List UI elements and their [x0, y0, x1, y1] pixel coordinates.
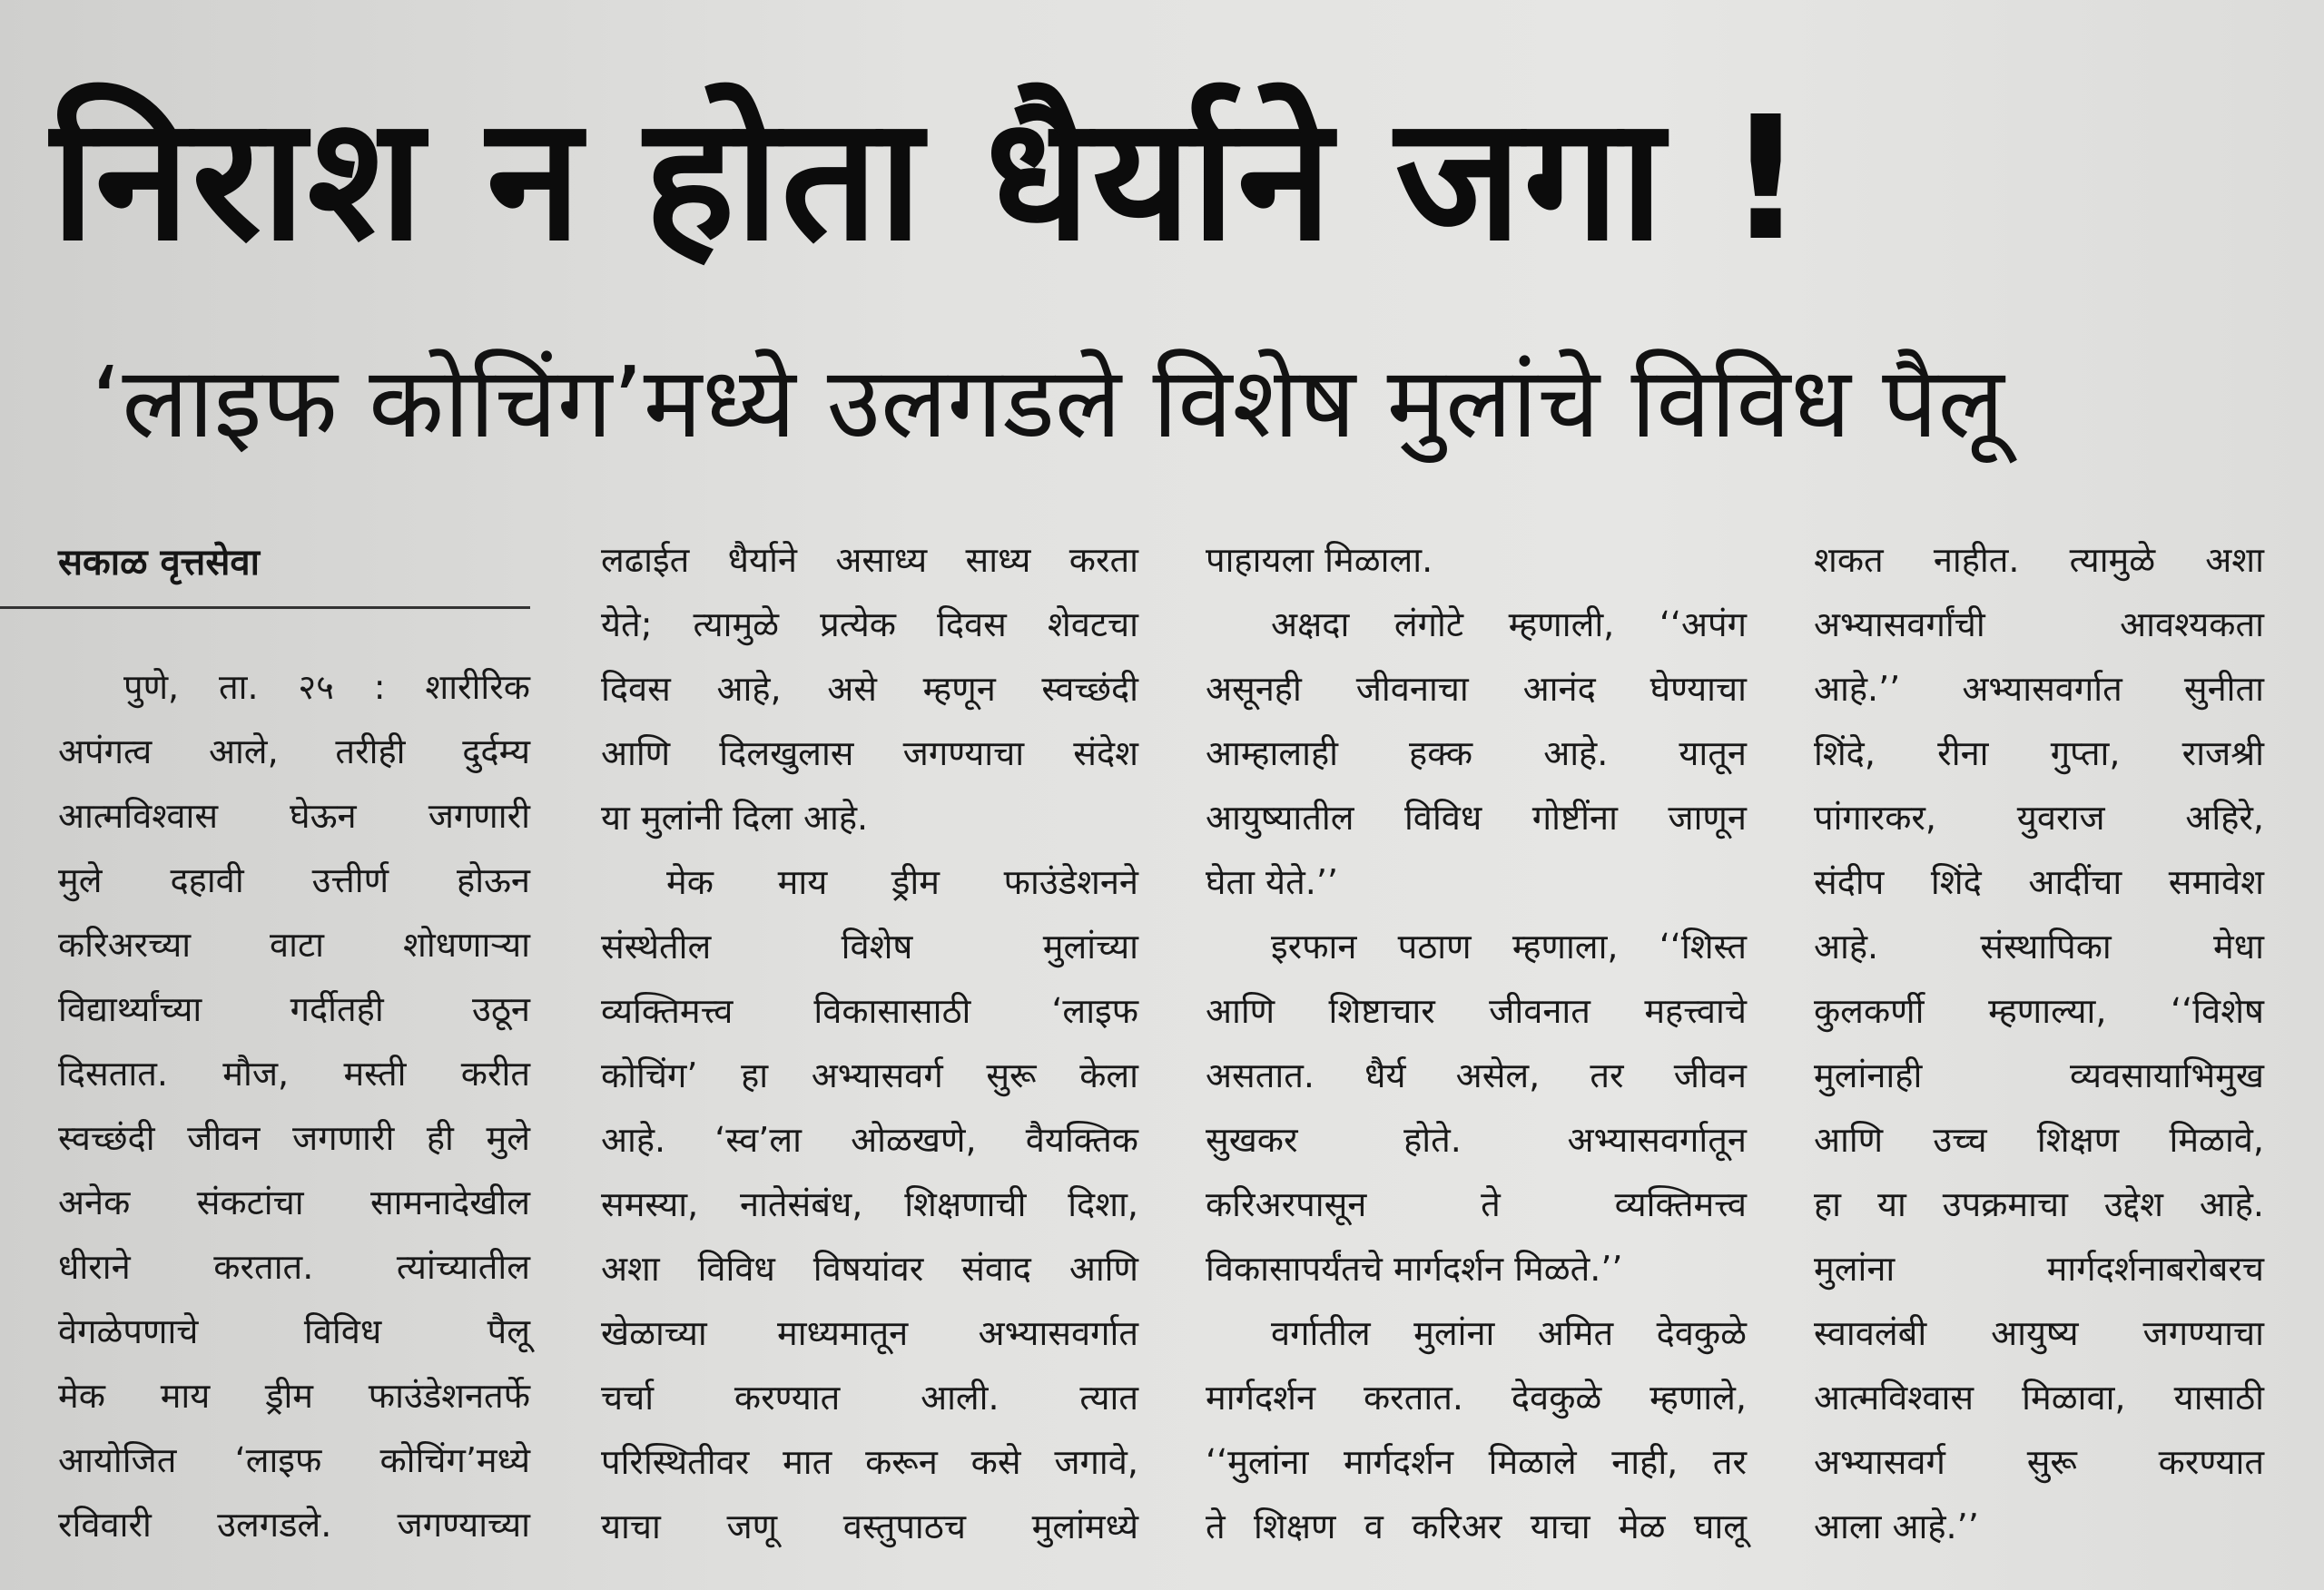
text-line: शकत नाहीत. त्यामुळे अशा [1814, 540, 2264, 580]
text-line: इरफान पठाण म्हणाला, ‘‘शिस्त [1271, 927, 1747, 967]
text-line: अपंगत्व आले, तरीही दुर्दम्य [58, 731, 530, 771]
text-line: संस्थेतील विशेष मुलांच्या [601, 927, 1138, 967]
article-column-4 [1814, 528, 2264, 1559]
text-line: याचा जणू वस्तुपाठच मुलांमध्ये [601, 1507, 1138, 1546]
article-column-3 [1206, 528, 1747, 1559]
text-line: परिस्थितीवर मात करून कसे जगावे, [601, 1442, 1138, 1482]
text-line: आयोजित ‘लाइफ कोचिंग’मध्ये [58, 1440, 530, 1480]
text-line: मुलांना मार्गदर्शनाबरोबरच [1814, 1249, 2264, 1289]
text-line: आणि दिलखुलास जगण्याचा संदेश [601, 733, 1138, 773]
text-line: वर्गातील मुलांना अमित देवकुळे [1271, 1313, 1747, 1353]
text-line: कोचिंग’ हा अभ्यासवर्ग सुरू केला [601, 1055, 1138, 1095]
text-line: स्वावलंबी आयुष्य जगण्याचा [1814, 1313, 2264, 1353]
text-line: ‘‘मुलांना मार्गदर्शन मिळाले नाही, तर [1206, 1442, 1747, 1482]
text-line: असतात. धैर्य असेल, तर जीवन [1206, 1055, 1747, 1095]
text-line: व्यक्तिमत्त्व विकासासाठी ‘लाइफ [601, 991, 1138, 1031]
byline: सकाळ वृत्तसेवा [58, 542, 260, 584]
text-line: आत्मविश्वास मिळावा, यासाठी [1814, 1378, 2264, 1418]
text-line: संदीप शिंदे आदींचा समावेश [1814, 862, 2264, 902]
text-line: विकासापर्यंतचे मार्गदर्शन मिळते.’’ [1206, 1249, 1623, 1289]
text-line: मार्गदर्शन करतात. देवकुळे म्हणाले, [1206, 1378, 1747, 1418]
text-line: आला आहे.’’ [1814, 1507, 1979, 1546]
text-line: सुखकर होते. अभ्यासवर्गातून [1206, 1120, 1747, 1160]
text-line: आहे. ‘स्व’ला ओळखणे, वैयक्तिक [601, 1120, 1138, 1160]
text-line: घेता येते.’’ [1206, 862, 1338, 902]
text-line: स्वच्छंदी जीवन जगणारी ही मुले [58, 1118, 530, 1158]
text-line: दिवस आहे, असे म्हणून स्वच्छंदी [601, 669, 1138, 709]
text-line: असूनही जीवनाचा आनंद घेण्याचा [1206, 669, 1747, 709]
text-line: मेक माय ड्रीम फाउंडेशनतर्फे [58, 1376, 530, 1416]
text-line: अभ्यासवर्ग सुरू करण्यात [1814, 1442, 2264, 1482]
text-line: अभ्यासवर्गांची आवश्यकता [1814, 604, 2264, 644]
text-line: आत्मविश्वास घेऊन जगणारी [58, 796, 530, 836]
text-line: अक्षदा लंगोटे म्हणाली, ‘‘अपंग [1271, 604, 1747, 644]
text-line: येते; त्यामुळे प्रत्येक दिवस शेवटचा [601, 604, 1138, 644]
text-line: करिअरपासून ते व्यक्तिमत्त्व [1206, 1184, 1747, 1224]
byline-rule [0, 606, 530, 609]
text-line: करिअरच्या वाटा शोधणाऱ्या [58, 925, 530, 965]
article-column-2 [601, 528, 1138, 1559]
text-line: आणि शिष्टाचार जीवनात महत्त्वाचे [1206, 991, 1747, 1031]
text-line: विद्यार्थ्यांच्या गर्दीतही उठून [58, 989, 530, 1029]
text-line: ते शिक्षण व करिअर याचा मेळ घालू [1206, 1507, 1747, 1546]
text-line: वेगळेपणाचे विविध पैलू [58, 1311, 530, 1351]
text-line: लढाईत धैर्याने असाध्य साध्य करता [601, 540, 1138, 580]
text-line: शिंदे, रीना गुप्ता, राजश्री [1814, 733, 2264, 773]
text-line: पुणे, ता. २५ : शारीरिक [123, 667, 530, 707]
text-line: रविवारी उलगडले. जगण्याच्या [58, 1505, 530, 1545]
text-line: मुलांनाही व्यवसायाभिमुख [1814, 1055, 2264, 1095]
text-line: हा या उपक्रमाचा उद्देश आहे. [1814, 1184, 2264, 1224]
headline: निराश न होता धैर्याने जगा ! [51, 80, 1807, 279]
text-line: आहे.’’ अभ्यासवर्गात सुनीता [1814, 669, 2264, 709]
article-column-1 [58, 655, 530, 1557]
text-line: खेळाच्या माध्यमातून अभ्यासवर्गात [601, 1313, 1138, 1353]
text-line: समस्या, नातेसंबंध, शिक्षणाची दिशा, [601, 1184, 1138, 1224]
text-line: आहे. संस्थापिका मेधा [1814, 927, 2264, 967]
text-line: आणि उच्च शिक्षण मिळावे, [1814, 1120, 2264, 1160]
text-line: कुलकर्णी म्हणाल्या, ‘‘विशेष [1814, 991, 2264, 1031]
text-line: मेक माय ड्रीम फाउंडेशनने [666, 862, 1138, 902]
text-line: मुले दहावी उत्तीर्ण होऊन [58, 860, 530, 900]
text-line: पाहायला मिळाला. [1206, 540, 1433, 580]
text-line: धीराने करतात. त्यांच्यातील [58, 1247, 530, 1287]
text-line: आयुष्यातील विविध गोष्टींना जाणून [1206, 798, 1747, 838]
text-line: अशा विविध विषयांवर संवाद आणि [601, 1249, 1138, 1289]
subheadline: ‘लाइफ कोचिंग’मध्ये उलगडले विशेष मुलांचे विविध पैलू [91, 347, 2004, 460]
text-line: चर्चा करण्यात आली. त्यात [601, 1378, 1138, 1418]
text-line: आम्हालाही हक्क आहे. यातून [1206, 733, 1747, 773]
text-line: अनेक संकटांचा सामनादेखील [58, 1183, 530, 1222]
text-line: दिसतात. मौज, मस्ती करीत [58, 1054, 530, 1094]
text-line: पांगारकर, युवराज अहिरे, [1814, 798, 2264, 838]
text-line: या मुलांनी दिला आहे. [601, 798, 869, 838]
